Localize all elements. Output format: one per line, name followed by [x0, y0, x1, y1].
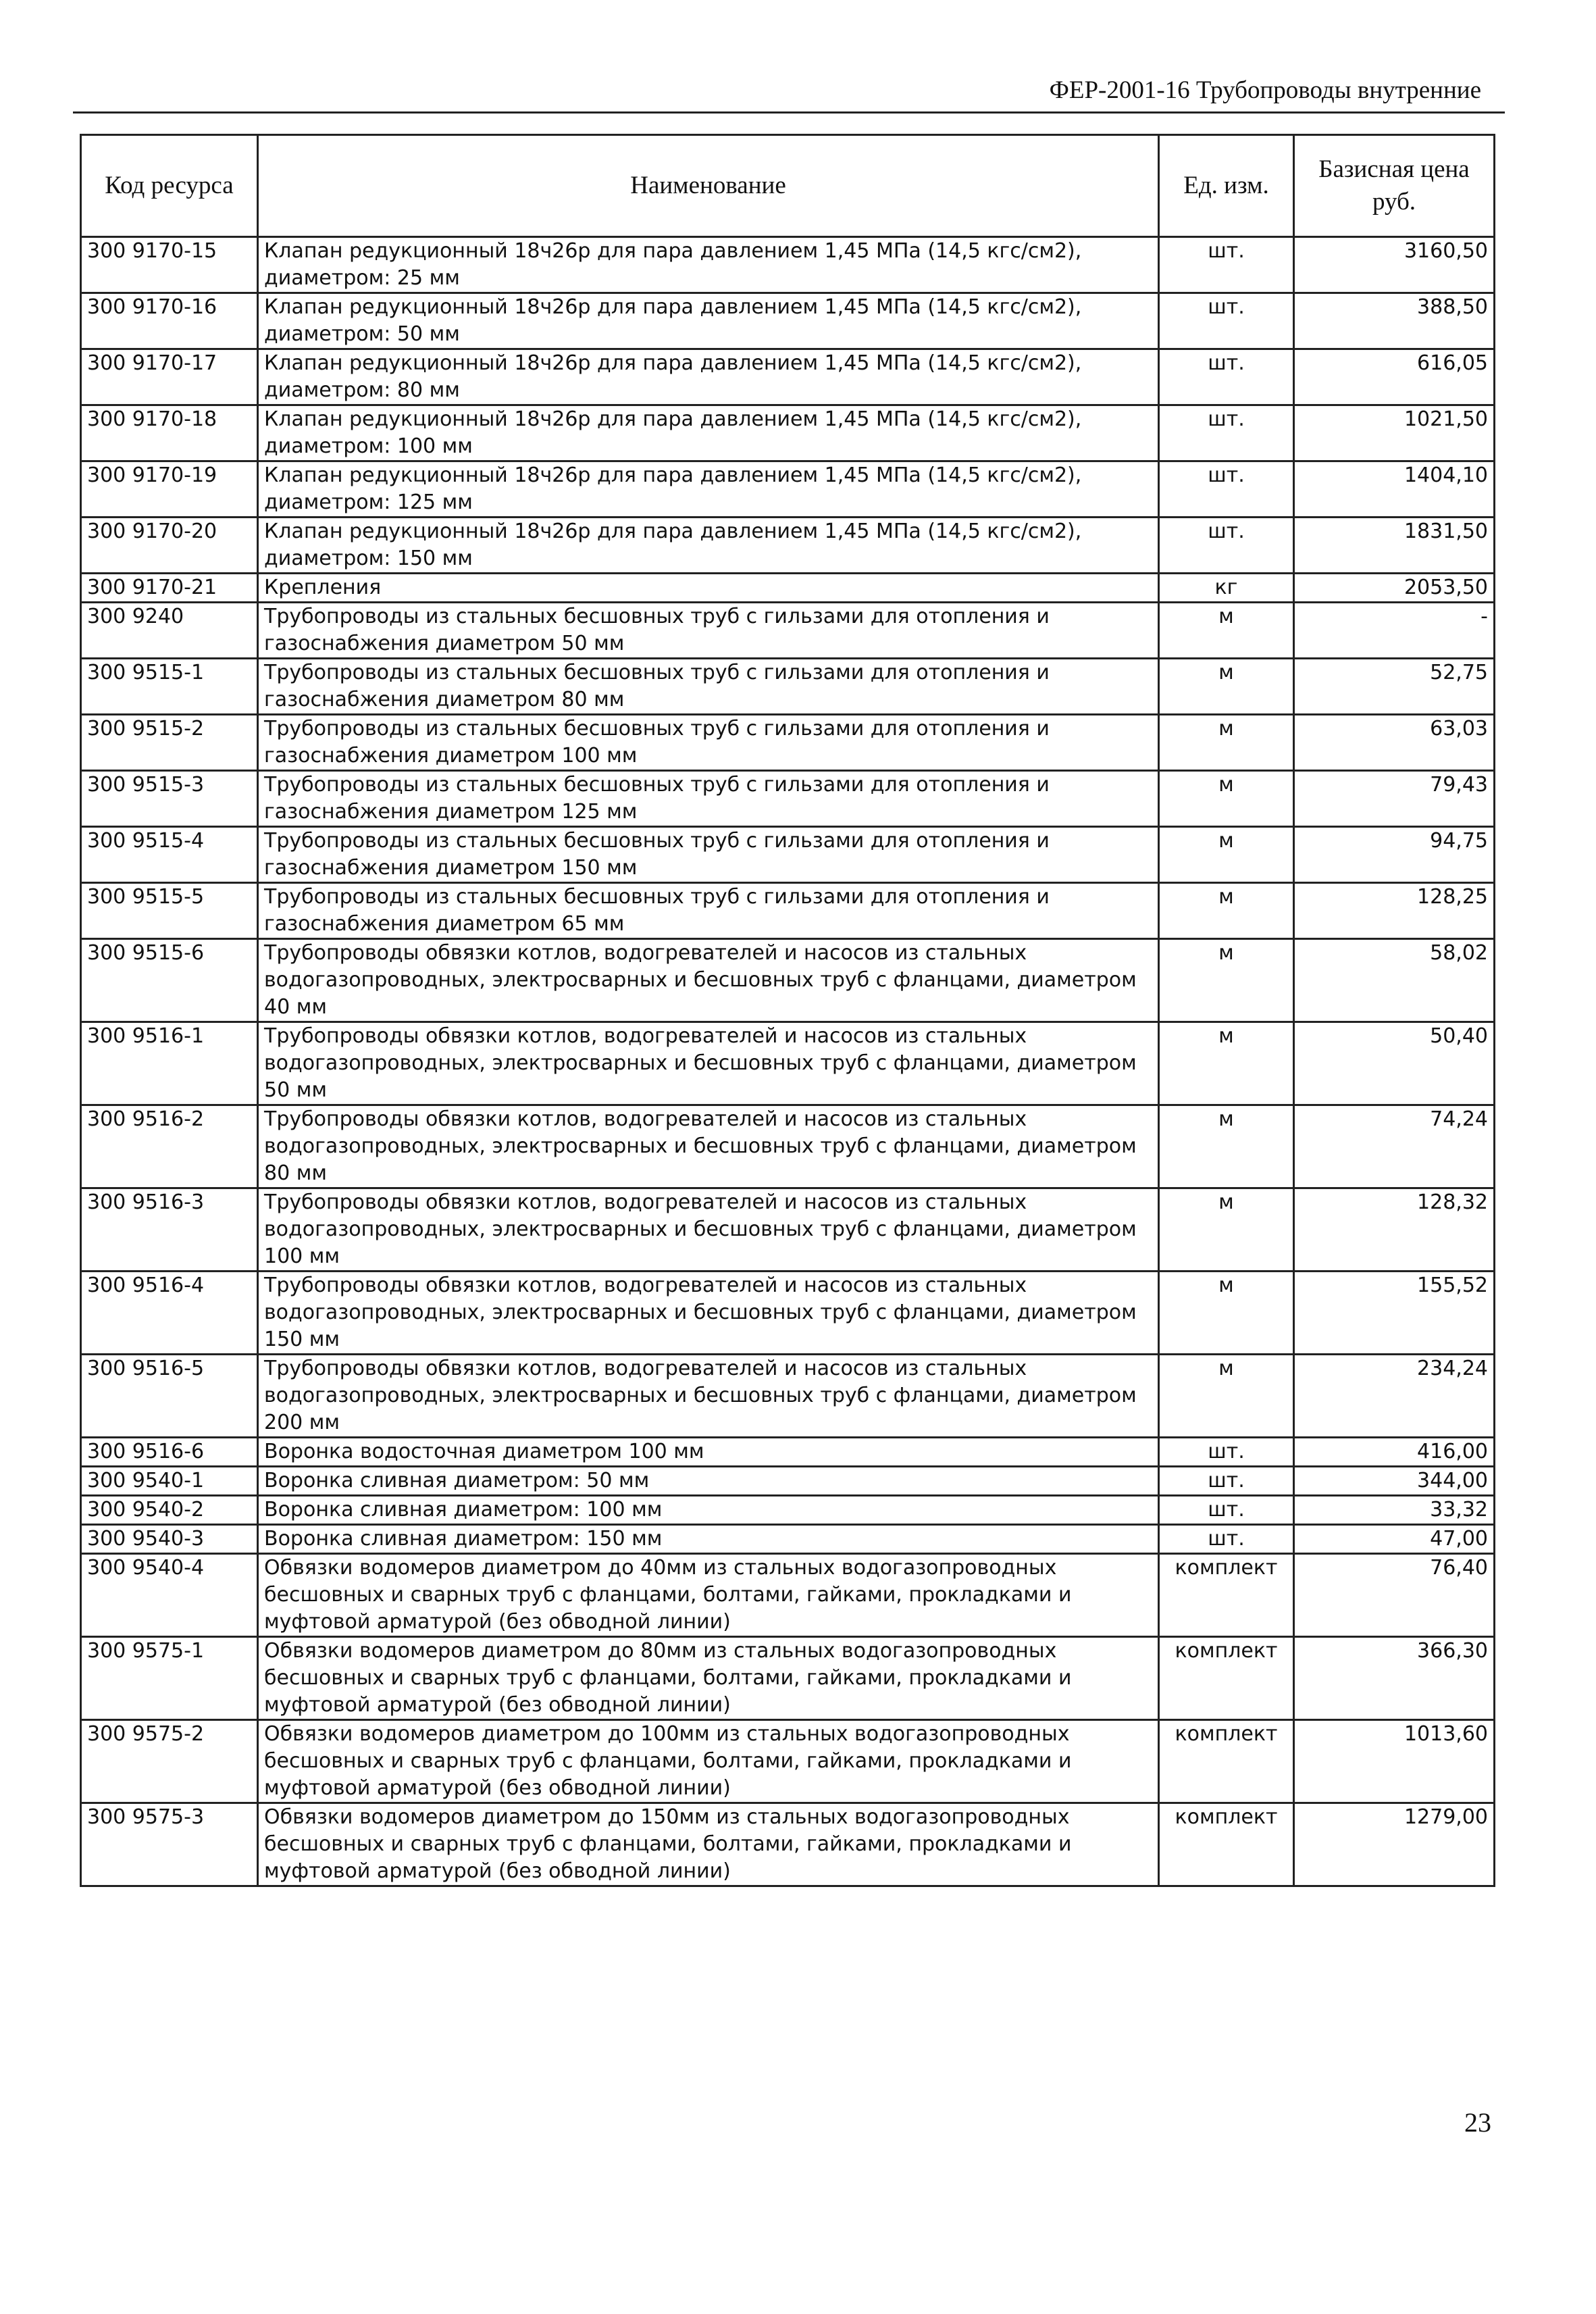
cell-price: 616,05	[1294, 349, 1495, 405]
cell-name: Трубопроводы обвязки котлов, водогревателей и насосов из стальных водогазопроводных, электросварных и бесшовных труб с фланцами, диаметром 200 мм	[258, 1355, 1159, 1438]
table-row	[81, 1467, 1495, 1496]
cell-name: Клапан редукционный 18ч26р для пара давлением 1,45 МПа (14,5 кгс/см2), диаметром: 100 мм	[258, 405, 1159, 461]
cell-price: 47,00	[1294, 1525, 1495, 1554]
cell-name: Обвязки водомеров диаметром до 100мм из стальных водогазопроводных бесшовных и сварных труб с фланцами, болтами, гайками, прокладками и муфтовой арматурой (без обводной линии)	[258, 1720, 1159, 1803]
cell-unit: шт.	[1159, 293, 1294, 349]
cell-unit: м	[1159, 827, 1294, 883]
cell-name: Обвязки водомеров диаметром до 40мм из стальных водогазопроводных бесшовных и сварных труб с фланцами, болтами, гайками, прокладками и муфтовой арматурой (без обводной линии)	[258, 1554, 1159, 1637]
cell-name: Трубопроводы из стальных бесшовных труб с гильзами для отопления и газоснабжения диаметром 125 мм	[258, 771, 1159, 827]
cell-name: Клапан редукционный 18ч26р для пара давлением 1,45 МПа (14,5 кгс/см2), диаметром: 80 мм	[258, 349, 1159, 405]
cell-code: 300 9515-3	[81, 771, 258, 827]
cell-price: 50,40	[1294, 1022, 1495, 1105]
cell-code: 300 9515-6	[81, 939, 258, 1022]
cell-price: 2053,50	[1294, 574, 1495, 603]
table-row	[81, 349, 1495, 405]
cell-code: 300 9540-1	[81, 1467, 258, 1496]
cell-name: Трубопроводы обвязки котлов, водогревателей и насосов из стальных водогазопроводных, электросварных и бесшовных труб с фланцами, диаметром 80 мм	[258, 1105, 1159, 1188]
cell-unit: м	[1159, 1272, 1294, 1355]
cell-name: Воронка водосточная диаметром 100 мм	[258, 1438, 1159, 1467]
cell-price: 128,32	[1294, 1188, 1495, 1272]
table-row	[81, 1496, 1495, 1525]
cell-price: 52,75	[1294, 659, 1495, 715]
table-row	[81, 1637, 1495, 1720]
cell-code: 300 9170-16	[81, 293, 258, 349]
cell-name: Обвязки водомеров диаметром до 150мм из стальных водогазопроводных бесшовных и сварных труб с фланцами, болтами, гайками, прокладками и муфтовой арматурой (без обводной линии)	[258, 1803, 1159, 1886]
cell-price: 344,00	[1294, 1467, 1495, 1496]
cell-unit: кг	[1159, 574, 1294, 603]
cell-code: 300 9515-1	[81, 659, 258, 715]
cell-price: 234,24	[1294, 1355, 1495, 1438]
cell-name: Воронка сливная диаметром: 50 мм	[258, 1467, 1159, 1496]
table-row	[81, 518, 1495, 574]
cell-unit: м	[1159, 771, 1294, 827]
table-row	[81, 715, 1495, 771]
cell-unit: шт.	[1159, 1525, 1294, 1554]
cell-unit: комплект	[1159, 1803, 1294, 1886]
table-header-row	[81, 135, 1495, 237]
cell-unit: шт.	[1159, 349, 1294, 405]
cell-price: 1279,00	[1294, 1803, 1495, 1886]
table-row	[81, 1525, 1495, 1554]
cell-price: 79,43	[1294, 771, 1495, 827]
cell-price: 366,30	[1294, 1637, 1495, 1720]
cell-name: Трубопроводы из стальных бесшовных труб с гильзами для отопления и газоснабжения диаметром 100 мм	[258, 715, 1159, 771]
cell-code: 300 9516-4	[81, 1272, 258, 1355]
table-row	[81, 293, 1495, 349]
cell-price: 74,24	[1294, 1105, 1495, 1188]
table-row	[81, 1022, 1495, 1105]
cell-code: 300 9515-5	[81, 883, 258, 939]
cell-price: 1404,10	[1294, 461, 1495, 518]
cell-unit: м	[1159, 883, 1294, 939]
cell-unit: м	[1159, 1022, 1294, 1105]
cell-unit: м	[1159, 1105, 1294, 1188]
table-row	[81, 1355, 1495, 1438]
column-header-unit: Ед. изм.	[1159, 135, 1294, 237]
cell-price: 3160,50	[1294, 237, 1495, 293]
cell-code: 300 9170-19	[81, 461, 258, 518]
cell-price: 155,52	[1294, 1272, 1495, 1355]
table-row	[81, 461, 1495, 518]
table-row	[81, 1188, 1495, 1272]
cell-unit: шт.	[1159, 237, 1294, 293]
table-row	[81, 659, 1495, 715]
cell-code: 300 9170-20	[81, 518, 258, 574]
cell-unit: м	[1159, 603, 1294, 659]
table-row	[81, 574, 1495, 603]
page-number: 23	[1464, 2107, 1491, 2138]
cell-code: 300 9575-1	[81, 1637, 258, 1720]
cell-code: 300 9575-3	[81, 1803, 258, 1886]
resource-price-table	[80, 134, 1495, 1887]
header-divider	[73, 111, 1505, 114]
cell-name: Трубопроводы обвязки котлов, водогревателей и насосов из стальных водогазопроводных, электросварных и бесшовных труб с фланцами, диаметром 40 мм	[258, 939, 1159, 1022]
table-row	[81, 1720, 1495, 1803]
cell-price: 1021,50	[1294, 405, 1495, 461]
cell-code: 300 9516-6	[81, 1438, 258, 1467]
cell-price: 1831,50	[1294, 518, 1495, 574]
table-row	[81, 1554, 1495, 1637]
cell-name: Воронка сливная диаметром: 150 мм	[258, 1525, 1159, 1554]
cell-code: 300 9516-5	[81, 1355, 258, 1438]
cell-unit: комплект	[1159, 1637, 1294, 1720]
cell-unit: шт.	[1159, 461, 1294, 518]
cell-price: 388,50	[1294, 293, 1495, 349]
cell-unit: шт.	[1159, 1438, 1294, 1467]
cell-code: 300 9240	[81, 603, 258, 659]
cell-unit: м	[1159, 939, 1294, 1022]
cell-name: Клапан редукционный 18ч26р для пара давлением 1,45 МПа (14,5 кгс/см2), диаметром: 125 мм	[258, 461, 1159, 518]
table-row	[81, 939, 1495, 1022]
cell-code: 300 9540-2	[81, 1496, 258, 1525]
cell-unit: комплект	[1159, 1554, 1294, 1637]
cell-unit: шт.	[1159, 518, 1294, 574]
cell-code: 300 9170-21	[81, 574, 258, 603]
table-row	[81, 405, 1495, 461]
cell-price: 58,02	[1294, 939, 1495, 1022]
cell-code: 300 9540-4	[81, 1554, 258, 1637]
cell-unit: м	[1159, 659, 1294, 715]
table-row	[81, 771, 1495, 827]
table-row	[81, 827, 1495, 883]
table-row	[81, 1105, 1495, 1188]
cell-price: 63,03	[1294, 715, 1495, 771]
cell-name: Клапан редукционный 18ч26р для пара давлением 1,45 МПа (14,5 кгс/см2), диаметром: 25 мм	[258, 237, 1159, 293]
table-row	[81, 237, 1495, 293]
cell-code: 300 9516-3	[81, 1188, 258, 1272]
cell-name: Клапан редукционный 18ч26р для пара давлением 1,45 МПа (14,5 кгс/см2), диаметром: 150 мм	[258, 518, 1159, 574]
cell-name: Трубопроводы из стальных бесшовных труб с гильзами для отопления и газоснабжения диаметром 65 мм	[258, 883, 1159, 939]
cell-name: Трубопроводы из стальных бесшовных труб с гильзами для отопления и газоснабжения диаметром 50 мм	[258, 603, 1159, 659]
cell-unit: м	[1159, 715, 1294, 771]
table-row	[81, 603, 1495, 659]
cell-code: 300 9170-17	[81, 349, 258, 405]
cell-price: 1013,60	[1294, 1720, 1495, 1803]
column-header-name: Наименование	[258, 135, 1159, 237]
cell-price: 416,00	[1294, 1438, 1495, 1467]
cell-name: Воронка сливная диаметром: 100 мм	[258, 1496, 1159, 1525]
table-row	[81, 1803, 1495, 1886]
cell-unit: м	[1159, 1188, 1294, 1272]
table-row	[81, 1272, 1495, 1355]
cell-unit: шт.	[1159, 1496, 1294, 1525]
cell-code: 300 9540-3	[81, 1525, 258, 1554]
cell-name: Трубопроводы из стальных бесшовных труб с гильзами для отопления и газоснабжения диаметром 80 мм	[258, 659, 1159, 715]
column-header-code: Код ресурса	[81, 135, 258, 237]
cell-name: Крепления	[258, 574, 1159, 603]
cell-code: 300 9516-2	[81, 1105, 258, 1188]
cell-name: Трубопроводы из стальных бесшовных труб с гильзами для отопления и газоснабжения диаметром 150 мм	[258, 827, 1159, 883]
table-row	[81, 883, 1495, 939]
cell-unit: шт.	[1159, 1467, 1294, 1496]
cell-code: 300 9515-2	[81, 715, 258, 771]
cell-name: Трубопроводы обвязки котлов, водогревателей и насосов из стальных водогазопроводных, электросварных и бесшовных труб с фланцами, диаметром 100 мм	[258, 1188, 1159, 1272]
cell-price: 76,40	[1294, 1554, 1495, 1637]
cell-name: Трубопроводы обвязки котлов, водогревателей и насосов из стальных водогазопроводных, электросварных и бесшовных труб с фланцами, диаметром 150 мм	[258, 1272, 1159, 1355]
cell-price: 94,75	[1294, 827, 1495, 883]
cell-code: 300 9516-1	[81, 1022, 258, 1105]
table-body	[81, 237, 1495, 1886]
cell-price: -	[1294, 603, 1495, 659]
column-header-price: Базисная цена руб.	[1294, 135, 1495, 237]
cell-unit: шт.	[1159, 405, 1294, 461]
cell-name: Трубопроводы обвязки котлов, водогревателей и насосов из стальных водогазопроводных, электросварных и бесшовных труб с фланцами, диаметром 50 мм	[258, 1022, 1159, 1105]
cell-price: 128,25	[1294, 883, 1495, 939]
cell-name: Клапан редукционный 18ч26р для пара давлением 1,45 МПа (14,5 кгс/см2), диаметром: 50 мм	[258, 293, 1159, 349]
document-title: ФЕР-2001-16 Трубопроводы внутренние	[1049, 76, 1481, 104]
table-row	[81, 1438, 1495, 1467]
cell-unit: комплект	[1159, 1720, 1294, 1803]
cell-code: 300 9170-15	[81, 237, 258, 293]
cell-code: 300 9575-2	[81, 1720, 258, 1803]
cell-price: 33,32	[1294, 1496, 1495, 1525]
cell-code: 300 9515-4	[81, 827, 258, 883]
cell-code: 300 9170-18	[81, 405, 258, 461]
cell-name: Обвязки водомеров диаметром до 80мм из стальных водогазопроводных бесшовных и сварных труб с фланцами, болтами, гайками, прокладками и муфтовой арматурой (без обводной линии)	[258, 1637, 1159, 1720]
cell-unit: м	[1159, 1355, 1294, 1438]
